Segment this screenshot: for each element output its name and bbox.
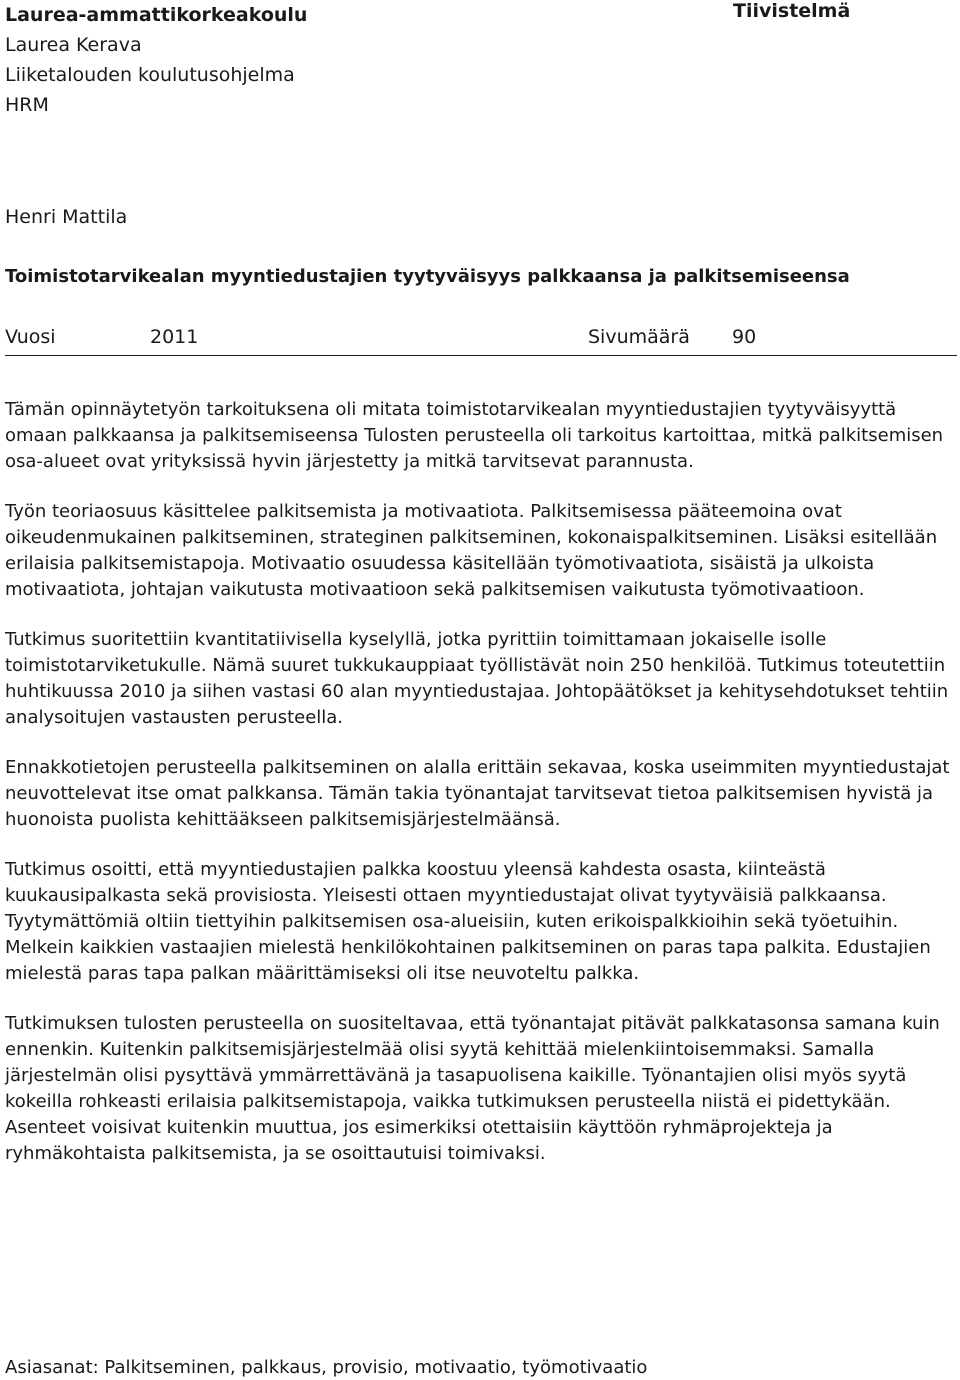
- campus-name: Laurea Kerava: [5, 34, 142, 56]
- meta-row: [5, 325, 957, 356]
- degree-program: Liiketalouden koulutusohjelma: [5, 64, 295, 86]
- document-type: Tiivistelmä: [733, 0, 851, 22]
- institution-name: Laurea-ammattikorkeakoulu: [5, 4, 308, 26]
- year-value: 2011: [150, 326, 199, 348]
- abstract-paragraph: Tutkimus osoitti, että myyntiedustajien palkka koostuu yleensä kahdesta osasta, kiinteästä kuukausipalkasta sekä provisiosta. Yleisesti ottaen myyntiedustajat olivat tyytyväisiä palkkaansa. Tyytymättömiä oltiin tiettyihin palkitsemisen osa-alueisiin, kuten erikoispalkkioihin sekä työetuihin. Melkein kaikkien vastaajien mielestä henkilökohtainen palkitseminen on paras tapa palkita. Edustajien mielestä paras tapa palkan määrittämiseksi oli itse neuvoteltu palkka.: [5, 859, 931, 984]
- pages-label: Sivumäärä: [588, 326, 690, 348]
- year-label: Vuosi: [5, 326, 56, 348]
- abstract-page: [5, 0, 957, 1380]
- abstract-paragraph: Tutkimuksen tulosten perusteella on suositeltavaa, että työnantajat pitävät palkkatasonsa samana kuin ennenkin. Kuitenkin palkitsemisjärjestelmää olisi syytä kehittää mielenkiintoisemmaksi. Samalla järjestelmän olisi pysyttävä ymmärrettävänä ja tasapuolisena kaikille. Työnantajien olisi myös syytä kokeilla rohkeasti erilaisia palkitsemistapoja, vaikka tutkimuksen perusteella niistä ei pidettykään. Asenteet voisivat kuitenkin muuttua, jos esimerkiksi otettaisiin käyttöön ryhmäprojekteja ja ryhmäkohtaista palkitsemista, ja se osoittautuisi toimivaksi.: [5, 1013, 940, 1164]
- abstract-paragraph: Ennakkotietojen perusteella palkitseminen on alalla erittäin sekavaa, koska useimmiten myyntiedustajat neuvottelevat itse omat palkkansa. Tämän takia työnantajat tarvitsevat tietoa palkitsemisen hyvistä ja huonoista puolista kehittääkseen palkitsemisjärjestelmäänsä.: [5, 757, 950, 830]
- abstract-paragraph: Tämän opinnäytetyön tarkoituksena oli mitata toimistotarvikealan myyntiedustajien tyytyväisyyttä omaan palkkaansa ja palkitsemiseensa Tulosten perusteella oli tarkoitus kartoittaa, mitkä palkitsemisen osa-alueet ovat yrityksissä hyvin järjestetty ja mitkä tarvitsevat parannusta.: [5, 399, 944, 472]
- pages-value: 90: [732, 326, 757, 348]
- document-header: [5, 0, 307, 120]
- author-name: Henri Mattila: [5, 206, 128, 228]
- abstract-body: [5, 397, 955, 1191]
- specialization: HRM: [5, 94, 49, 116]
- thesis-title: Toimistotarvikealan myyntiedustajien tyytyväisyys palkkaansa ja palkitsemiseensa: [5, 266, 850, 287]
- abstract-paragraph: Työn teoriaosuus käsittelee palkitsemista ja motivaatiota. Palkitsemisessa pääteemoina ovat oikeudenmukainen palkitseminen, strateginen palkitseminen, kokonaispalkitseminen. Lisäksi esitellään erilaisia palkitsemistapoja. Motivaatio osuudessa käsitellään työmotivaatiota, sisäistä ja ulkoista motivaatiota, johtajan vaikutusta motivaatioon sekä palkitsemisen vaikutusta työmotivaatioon.: [5, 501, 938, 600]
- keywords: Asiasanat: Palkitseminen, palkkaus, provisio, motivaatio, työmotivaatio: [5, 1357, 648, 1378]
- abstract-paragraph: Tutkimus suoritettiin kvantitatiivisella kyselyllä, jotka pyrittiin toimittamaan jokaiselle isolle toimistotarviketukulle. Nämä suuret tukkukauppiaat työllistävät noin 250 henkilöä. Tutkimus toteutettiin huhtikuussa 2010 ja siihen vastasi 60 alan myyntiedustajaa. Johtopäätökset ja kehitysehdotukset tehtiin analysoitujen vastausten perusteella.: [5, 629, 949, 728]
